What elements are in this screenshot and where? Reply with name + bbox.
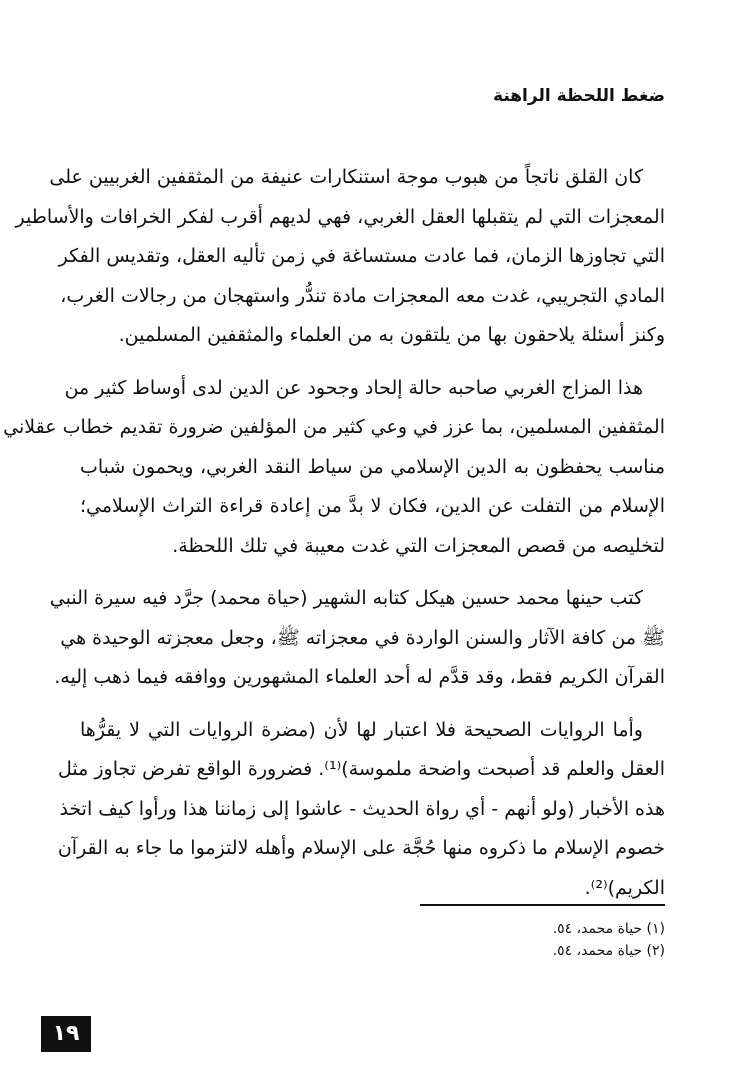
paragraph-4 — [57, 711, 665, 909]
text-line: المعجزات التي لم يتقبلها العقل الغربي، فهي لديهم أقرب لفكر الخرافات والأساطير — [15, 205, 665, 228]
text-line: القرآن الكريم فقط، وقد قدَّم له أحد العلماء المشهورين ووافقه فيما ذهب إليه. — [54, 666, 665, 688]
text-line: المثقفين المسلمين، بما عزز في وعي كثير من المؤلفين ضرورة تقديم خطاب عقلاني — [3, 416, 665, 438]
text-line: كتب حينها محمد حسين هيكل كتابه الشهير (حياة محمد) جرَّد فيه سيرة النبي — [49, 587, 643, 609]
text-line: وكنز أسئلة يلاحقون بها من يلتقون به من العلماء والمثقفين المسلمين. — [118, 324, 665, 346]
paragraph-2 — [3, 369, 665, 567]
text-line: كان القلق ناتجاً من هبوب موجة استنكارات عنيفة من المثقفين الغربيين على — [49, 166, 643, 188]
footnotes — [365, 918, 665, 962]
text-line: المادي التجريبي، غدت معه المعجزات مادة تندُّر واستهجان من رجالات الغرب، — [60, 284, 665, 307]
footnote-2: (٢) حياة محمد، ٥٤. — [552, 943, 665, 959]
text-line: خصوم الإسلام ما ذكروه منها حُجَّة على الإسلام وأهله لالتزموا ما جاء به القرآن — [57, 837, 665, 859]
text-line: هذا المزاج الغربي صاحبه حالة إلحاد وجحود عن الدين لدى أوساط كثير من — [64, 376, 643, 399]
text-line: ﷺ من كافة الآثار والسنن الواردة في معجزاته ﷺ، وجعل معجزته الوحيدة هي — [60, 626, 665, 649]
paragraph-3 — [49, 579, 665, 698]
text-line: وأما الروايات الصحيحة فلا اعتبار لها لأن (مضرة الروايات التي لا يقرُّها — [80, 718, 643, 741]
text-line: التي تجاوزها الزمان، فما عادت مستساغة في زمن تأليه العقل، وتقديس الفكر — [58, 245, 665, 267]
page-number: ١٩ — [41, 1016, 91, 1052]
text-line: العقل والعلم قد أصبحت واضحة ملموسة)⁽¹⁾. فضرورة الواقع تفرض تجاوز مثل — [58, 758, 665, 780]
paragraph-1 — [15, 158, 665, 356]
body-text — [3, 158, 665, 921]
text-line: مناسب يحفظون به الدين الإسلامي من سياط النقد الغربي، ويحمون شباب — [80, 455, 665, 478]
text-line: هذه الأخبار (ولو أنهم - أي رواة الحديث - عاشوا إلى زماننا هذا ورأوا كيف اتخذ — [59, 797, 665, 820]
footnote-1: (١) حياة محمد، ٥٤. — [552, 921, 665, 937]
footnote-divider — [420, 904, 665, 906]
running-header: ضغط اللحظة الراهنة — [493, 86, 665, 106]
text-line: الكريم)⁽²⁾. — [584, 876, 665, 899]
text-line: لتخليصه من قصص المعجزات التي غدت معيبة في تلك اللحظة. — [172, 534, 665, 557]
text-line: الإسلام من التفلت عن الدين، فكان لا بدَّ من إعادة قراءة التراث الإسلامي؛ — [80, 495, 665, 517]
